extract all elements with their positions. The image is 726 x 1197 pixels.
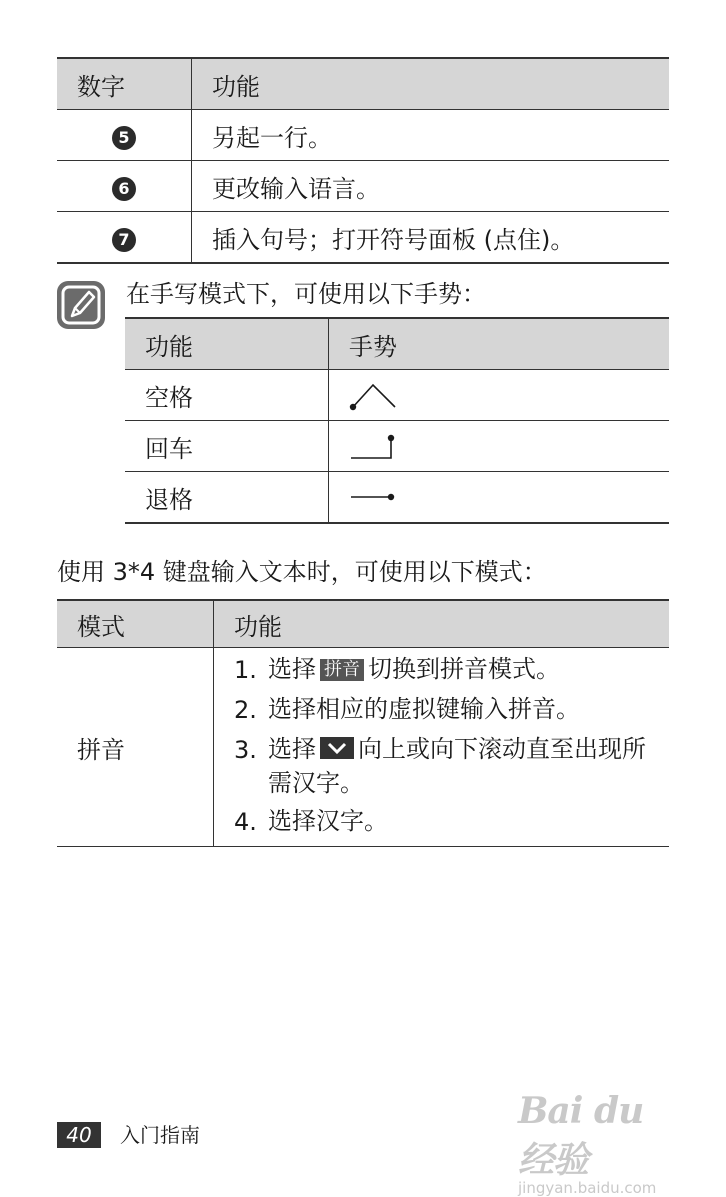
table-row <box>57 110 669 161</box>
section-title: 入门指南 <box>120 1123 200 1147</box>
list-item: 4. 选择汉字。 <box>234 807 388 836</box>
note-pencil-icon <box>56 280 106 330</box>
list-item: 1. 选择 拼音 切换到拼音模式。 <box>234 655 560 684</box>
header-function: 功能 <box>214 600 670 648</box>
table-row <box>125 421 669 472</box>
header-gesture: 手势 <box>329 318 670 370</box>
table-header-row <box>125 318 669 370</box>
table-row <box>57 212 669 264</box>
chevron-down-icon <box>320 737 354 759</box>
watermark-brand: Bai du 经验 <box>518 1090 644 1181</box>
table-header-row <box>57 58 669 110</box>
gesture-label: 空格 <box>125 370 329 421</box>
table-row <box>125 370 669 421</box>
header-mode: 模式 <box>57 600 214 648</box>
header-function: 功能 <box>125 318 329 370</box>
row-text: 更改输入语言。 <box>192 161 670 212</box>
backspace-gesture-icon <box>349 479 669 515</box>
enter-gesture-icon <box>349 428 669 464</box>
table-row <box>57 161 669 212</box>
number-function-table <box>57 57 669 264</box>
row-text: 另起一行。 <box>192 110 670 161</box>
header-function: 功能 <box>192 58 670 110</box>
list-item: 2. 选择相应的虚拟键输入拼音。 <box>234 695 580 724</box>
page-number: 40 <box>57 1122 101 1148</box>
steps-list <box>214 648 669 846</box>
number-badge: 6 <box>112 177 136 201</box>
gesture-label: 回车 <box>125 421 329 472</box>
number-badge: 7 <box>112 228 136 252</box>
table-row <box>125 472 669 524</box>
watermark <box>518 1090 688 1197</box>
row-text: 插入句号；打开符号面板 (点住)。 <box>192 212 670 264</box>
space-gesture-icon <box>349 377 669 413</box>
mode-name: 拼音 <box>57 648 214 847</box>
gesture-label: 退格 <box>125 472 329 524</box>
gesture-table <box>125 317 669 524</box>
number-badge: 5 <box>112 126 136 150</box>
header-number: 数字 <box>57 58 192 110</box>
intro-text: 使用 3*4 键盘输入文本时，可使用以下模式： <box>57 558 547 586</box>
table-header-row <box>57 600 669 648</box>
watermark-url: jingyan.baidu.com <box>518 1179 657 1197</box>
table-row <box>57 648 669 847</box>
mode-table <box>57 599 669 847</box>
list-item: 3. 选择 向上或向下滚动直至出现所需汉字。 <box>234 735 646 797</box>
pinyin-key-chip: 拼音 <box>320 659 364 681</box>
note-text: 在手写模式下，可使用以下手势： <box>126 280 486 308</box>
